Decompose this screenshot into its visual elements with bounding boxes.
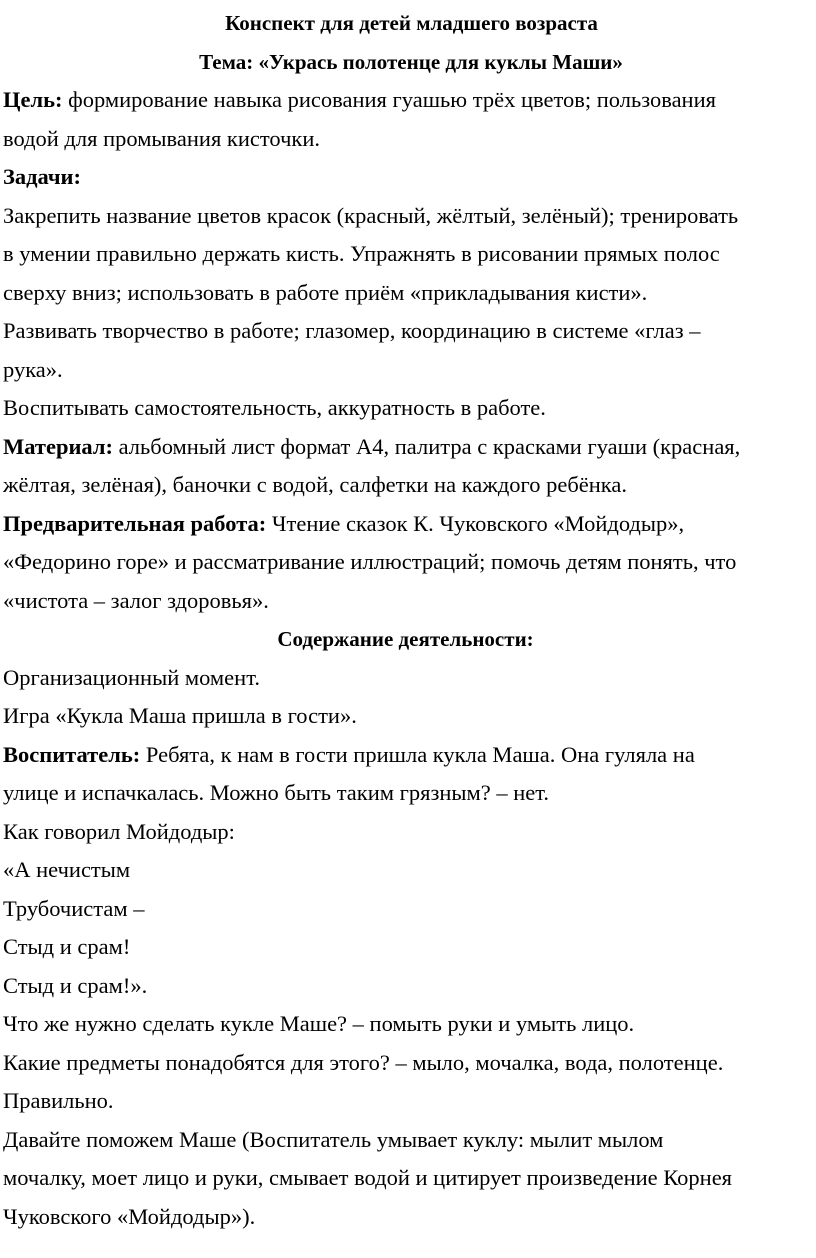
material-text: альбомный лист формат А4, палитра с красками гуаши (красная, xyxy=(112,433,741,459)
material-text: жёлтая, зелёная), баночки с водой, салфетки на каждого ребёнка. xyxy=(3,472,627,497)
poem-line: Стыд и срам! xyxy=(3,934,131,959)
poem-line: Стыд и срам!». xyxy=(3,972,148,998)
content-line: Давайте поможем Маше (Воспитатель умывает куклу: мылит мылом xyxy=(3,1126,664,1152)
content-line: Как говорил Мойдодыр: xyxy=(3,818,235,844)
teacher-text: улице и испачкалась. Можно быть таким грязным? – нет. xyxy=(3,780,550,805)
tasks-text: Воспитывать самостоятельность, аккуратность в работе. xyxy=(3,395,546,420)
content-line: мочалку, моет лицо и руки, смывает водой и цитирует произведение Корнея xyxy=(3,1165,733,1190)
tasks-label-line xyxy=(3,158,806,197)
material-label: Материал: xyxy=(3,433,113,459)
content-line: Чуковского «Мойдодыр»). xyxy=(3,1203,256,1229)
content-heading: Содержание деятельности: xyxy=(277,627,534,651)
prep-label: Предварительная работа: xyxy=(3,510,267,536)
document-title: Конспект для детей младшего возраста xyxy=(225,11,598,35)
goal-label: Цель: xyxy=(3,87,63,112)
goal-line xyxy=(3,81,806,120)
goal-text: формирование навыка рисования гуашью трёх цветов; пользования xyxy=(62,87,716,112)
content-line: Игра «Кукла Маша пришла в гости». xyxy=(3,703,357,728)
document-topic: Тема: «Укрась полотенце для куклы Маши» xyxy=(199,49,623,74)
content-line: Что же нужно сделать кукле Маше? – помыть руки и умыть лицо. xyxy=(3,1011,635,1036)
teacher-line xyxy=(3,736,806,775)
tasks-text: в умении правильно держать кисть. Упражнять в рисовании прямых полос xyxy=(3,241,720,266)
poem-line: Трубочистам – xyxy=(3,895,145,921)
prep-text: «Федорино горе» и рассматривание иллюстраций; помочь детям понять, что xyxy=(3,549,737,574)
tasks-text: Развивать творчество в работе; глазомер, координацию в системе «глаз – xyxy=(3,318,701,343)
prep-line xyxy=(3,505,806,544)
poem-line: «А нечистым xyxy=(3,857,131,882)
teacher-label: Воспитатель: xyxy=(3,741,141,767)
content-line: Какие предметы понадобятся для этого? – мыло, мочалка, вода, полотенце. xyxy=(3,1049,724,1075)
tasks-text: сверху вниз; использовать в работе приём «прикладывания кисти». xyxy=(3,279,648,305)
prep-text: «чистота – залог здоровья». xyxy=(3,587,269,613)
content-line: Правильно. xyxy=(3,1088,114,1113)
prep-text: Чтение сказок К. Чуковского «Мойдодыр», xyxy=(266,510,685,536)
tasks-label: Задачи: xyxy=(3,164,82,189)
material-line xyxy=(3,428,806,467)
teacher-text: Ребята, к нам в гости пришла кукла Маша. Она гуляла на xyxy=(140,741,695,767)
tasks-text: рука». xyxy=(3,356,63,382)
content-line: Организационный момент. xyxy=(3,664,260,690)
tasks-text: Закрепить название цветов красок (красный, жёлтый, зелёный); тренировать xyxy=(3,202,739,228)
goal-text: водой для промывания кисточки. xyxy=(3,125,320,151)
